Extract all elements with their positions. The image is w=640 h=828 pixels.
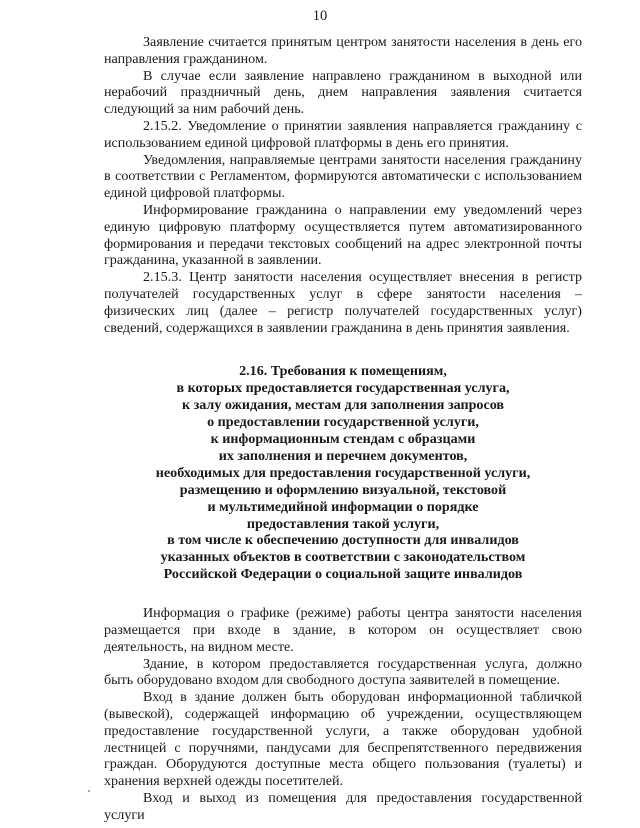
heading-line: необходимых для предоставления государственной услуги, [155,464,531,481]
scan-speck [88,790,90,792]
heading-line: в том числе к обеспечению доступности для инвалидов [167,532,519,549]
heading-line: и мультимедийной информации о порядке [207,498,479,515]
paragraph: Заявление считается принятым центром занятости населения в день его направления гражданином. [104,34,582,67]
heading-line: Российской Федерации о социальной защите инвалидов [163,566,523,583]
section-heading [104,363,582,583]
paragraph: Здание, в котором предоставляется государственная услуга, должно быть оборудовано входом для свободного доступа заявителей в помещение. [104,655,582,689]
heading-line: указанных объектов в соответствии с законодательством [160,549,526,566]
heading-line: к информационным стендам с образцами [210,430,476,447]
paragraph: В случае если заявление направлено гражданином в выходной или нерабочий праздничный день, днем направления заявления считается следующий за ним рабочий день. [104,67,582,118]
heading-line: к залу ожидания, местам для заполнения запросов [181,397,505,414]
paragraph: 2.15.2. Уведомление о принятии заявления направляется гражданину с использованием единой цифровой платформы в день его принятия. [104,117,582,151]
heading-line: предоставления такой услуги, [246,515,440,532]
page-number: 10 [312,8,328,24]
heading-line: их заполнения и перечнем документов, [218,447,468,464]
paragraph: Уведомления, направляемые центрами занятости населения гражданину в соответствии с Регламентом, формируются автоматически с использованием единой цифровой платформы. [104,151,582,202]
paragraph: Информация о графике (режиме) работы центра занятости населения размещается при входе в здание, в котором он осуществляет свою деятельность, на видном месте. [104,605,582,655]
heading-line: о предоставлении государственной услуги, [207,414,479,431]
paragraph: Информирование гражданина о направлении ему уведомлений через единую цифровую платформу осуществляется путем автоматизированного формирования и передачи текстовых сообщений на адрес электронной почты гражданина, указанной в заявлении. [104,201,582,269]
paragraph: 2.15.3. Центр занятости населения осуществляет внесения в регистр получателей государственных услуг в сфере занятости населения – физических лиц (далее – регистр получателей государственных услуг) сведений, содержащихся в заявлении гражданина в день принятия заявления. [104,269,582,336]
heading-line: размещению и оформлению визуальной, текстовой [179,481,507,498]
paragraph: Вход и выход из помещения для предоставления государственной услуги [104,789,582,823]
heading-line: 2.16. Требования к помещениям, [239,363,447,380]
heading-line: в которых предоставляется государственная услуга, [176,380,510,397]
paragraph: Вход в здание должен быть оборудован информационной табличкой (вывеской), содержащей информацию об учреждении, осуществляющем предоставление государственной услуги, а также оборудован удобной лестницей с поручнями, пандусами для беспрепятственного передвижения граждан. Оборудуются доступные места общего пользования (туалеты) и хранения верхней одежды посетителей. [104,689,582,790]
section-body [104,605,582,823]
document-body [104,34,582,823]
